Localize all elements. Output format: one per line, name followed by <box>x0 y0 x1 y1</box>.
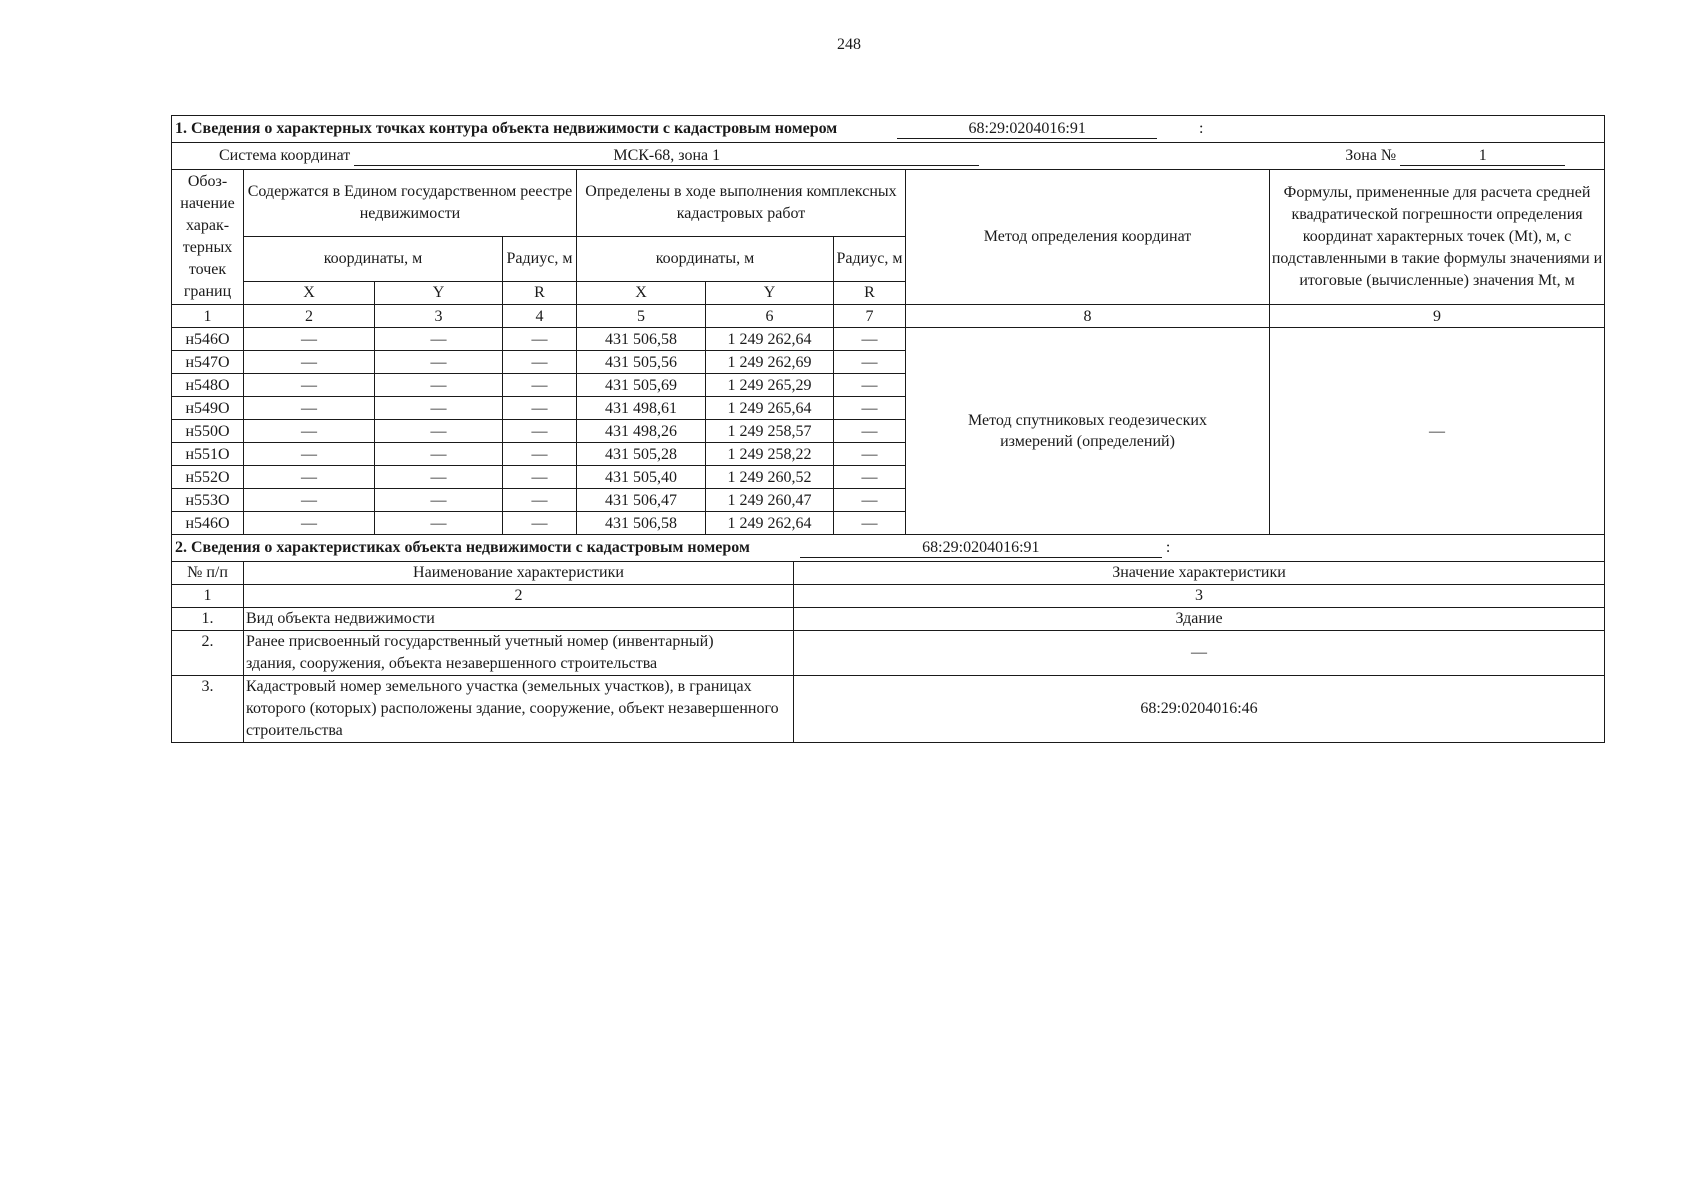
egrn-y: — <box>375 512 503 535</box>
ccw-x: 431 505,69 <box>577 374 706 397</box>
section2-header <box>172 535 1605 562</box>
row-num: 1. <box>172 608 244 631</box>
egrn-x: — <box>244 351 375 374</box>
header-ccw-radius: Радиус, м <box>834 237 906 282</box>
egrn-x: — <box>244 466 375 489</box>
egrn-x: — <box>244 489 375 512</box>
egrn-x: — <box>244 443 375 466</box>
section1-suffix: : <box>1198 120 1204 137</box>
section2-suffix: : <box>1165 539 1171 556</box>
row-name: Вид объекта недвижимости <box>244 608 794 631</box>
column-number: 7 <box>834 305 906 328</box>
point-id: н547О <box>172 351 244 374</box>
point-id: н546О <box>172 328 244 351</box>
header-ccw-y: Y <box>706 282 834 305</box>
section2-table <box>171 534 1605 743</box>
header-egrn-radius: Радиус, м <box>503 237 577 282</box>
ccw-r: — <box>834 328 906 351</box>
egrn-r: — <box>503 512 577 535</box>
egrn-y: — <box>375 374 503 397</box>
header-value: Значение характеристики <box>794 562 1605 585</box>
row-value: 68:29:0204016:46 <box>794 676 1605 743</box>
table-row <box>172 608 1605 631</box>
ccw-x: 431 506,47 <box>577 489 706 512</box>
ccw-r: — <box>834 351 906 374</box>
ccw-r: — <box>834 420 906 443</box>
section2-cadastral-number: 68:29:0204016:91 <box>800 538 1162 558</box>
column-numbers-row <box>172 585 1605 608</box>
egrn-r: — <box>503 443 577 466</box>
formulas-value: — <box>1270 328 1605 535</box>
egrn-r: — <box>503 328 577 351</box>
point-id: н552О <box>172 466 244 489</box>
egrn-x: — <box>244 397 375 420</box>
column-number: 2 <box>244 585 794 608</box>
header-formulas: Формулы, примененные для расчета средней квадратической погрешности определения координат характерных точек (Mt), м, с подставленными в такие формулы значениями и итоговые (вычисленные) значения Mt, м <box>1270 170 1605 305</box>
column-number: 4 <box>503 305 577 328</box>
column-number: 6 <box>706 305 834 328</box>
ccw-y: 1 249 265,64 <box>706 397 834 420</box>
ccw-x: 431 505,40 <box>577 466 706 489</box>
header-egrn-x: X <box>244 282 375 305</box>
ccw-y: 1 249 260,47 <box>706 489 834 512</box>
point-id: н546О <box>172 512 244 535</box>
point-id: н549О <box>172 397 244 420</box>
table-row <box>172 328 1605 351</box>
column-number: 3 <box>794 585 1605 608</box>
header-ccw: Определены в ходе выполнения комплексных кадастровых работ <box>577 170 906 237</box>
header-egrn-r: R <box>503 282 577 305</box>
row-num: 3. <box>172 676 244 743</box>
egrn-y: — <box>375 397 503 420</box>
ccw-y: 1 249 262,64 <box>706 512 834 535</box>
ccw-y: 1 249 258,57 <box>706 420 834 443</box>
egrn-x: — <box>244 328 375 351</box>
ccw-x: 431 505,56 <box>577 351 706 374</box>
egrn-r: — <box>503 420 577 443</box>
point-id: н551О <box>172 443 244 466</box>
section1-table <box>171 115 1605 535</box>
page-number: 248 <box>837 36 861 53</box>
egrn-r: — <box>503 397 577 420</box>
header-egrn-y: Y <box>375 282 503 305</box>
coord-system-value: МСК-68, зона 1 <box>354 146 979 166</box>
row-value: Здание <box>794 608 1605 631</box>
ccw-x: 431 498,61 <box>577 397 706 420</box>
egrn-x: — <box>244 374 375 397</box>
egrn-y: — <box>375 489 503 512</box>
ccw-x: 431 505,28 <box>577 443 706 466</box>
ccw-y: 1 249 262,64 <box>706 328 834 351</box>
row-name: Кадастровый номер земельного участка (земельных участков), в границах которого (которых) расположены здание, сооружение, объект незавершенного строительства <box>244 676 794 743</box>
egrn-x: — <box>244 512 375 535</box>
header-name: Наименование характеристики <box>244 562 794 585</box>
section1-title: 1. Сведения о характерных точках контура объекта недвижимости с кадастровым номером <box>175 120 838 137</box>
egrn-y: — <box>375 443 503 466</box>
ccw-r: — <box>834 443 906 466</box>
egrn-y: — <box>375 351 503 374</box>
column-number: 1 <box>172 305 244 328</box>
ccw-x: 431 506,58 <box>577 328 706 351</box>
header-ccw-x: X <box>577 282 706 305</box>
column-number: 9 <box>1270 305 1605 328</box>
egrn-y: — <box>375 420 503 443</box>
header-designation: Обоз-начение харак-терных точек границ <box>172 170 244 305</box>
egrn-r: — <box>503 374 577 397</box>
egrn-r: — <box>503 466 577 489</box>
point-id: н548О <box>172 374 244 397</box>
column-number: 8 <box>906 305 1270 328</box>
ccw-y: 1 249 262,69 <box>706 351 834 374</box>
column-number: 2 <box>244 305 375 328</box>
egrn-y: — <box>375 328 503 351</box>
header-num: № п/п <box>172 562 244 585</box>
row-num: 2. <box>172 631 244 676</box>
header-ccw-coords: координаты, м <box>577 237 834 282</box>
ccw-x: 431 506,58 <box>577 512 706 535</box>
ccw-r: — <box>834 489 906 512</box>
row-name: Ранее присвоенный государственный учетный номер (инвентарный) здания, сооружения, объекта незавершенного строительства <box>244 631 794 676</box>
zone-value: 1 <box>1400 146 1565 166</box>
ccw-x: 431 498,26 <box>577 420 706 443</box>
column-number: 5 <box>577 305 706 328</box>
header-egrn-coords: координаты, м <box>244 237 503 282</box>
cadastral-document <box>171 115 1604 743</box>
point-id: н550О <box>172 420 244 443</box>
section1-header <box>172 116 1605 143</box>
ccw-r: — <box>834 466 906 489</box>
column-number: 3 <box>375 305 503 328</box>
table-row <box>172 631 1605 676</box>
point-id: н553О <box>172 489 244 512</box>
header-ccw-r: R <box>834 282 906 305</box>
table-row <box>172 676 1605 743</box>
column-number: 1 <box>172 585 244 608</box>
ccw-y: 1 249 258,22 <box>706 443 834 466</box>
section1-cadastral-number: 68:29:0204016:91 <box>897 119 1157 139</box>
egrn-r: — <box>503 489 577 512</box>
ccw-y: 1 249 265,29 <box>706 374 834 397</box>
row-value: — <box>794 631 1605 676</box>
ccw-r: — <box>834 512 906 535</box>
ccw-r: — <box>834 397 906 420</box>
column-numbers-row <box>172 305 1605 328</box>
egrn-y: — <box>375 466 503 489</box>
method-value: Метод спутниковых геодезических измерений (определений) <box>906 328 1270 535</box>
egrn-r: — <box>503 351 577 374</box>
coord-system-label: Система координат <box>219 147 351 164</box>
header-egrn: Содержатся в Едином государственном реестре недвижимости <box>244 170 577 237</box>
section2-title: 2. Сведения о характеристиках объекта недвижимости с кадастровым номером <box>175 539 750 556</box>
ccw-r: — <box>834 374 906 397</box>
zone-label: Зона № <box>1345 147 1397 164</box>
egrn-x: — <box>244 420 375 443</box>
coordinate-system-row <box>172 143 1605 170</box>
header-method: Метод определения координат <box>906 170 1270 305</box>
ccw-y: 1 249 260,52 <box>706 466 834 489</box>
